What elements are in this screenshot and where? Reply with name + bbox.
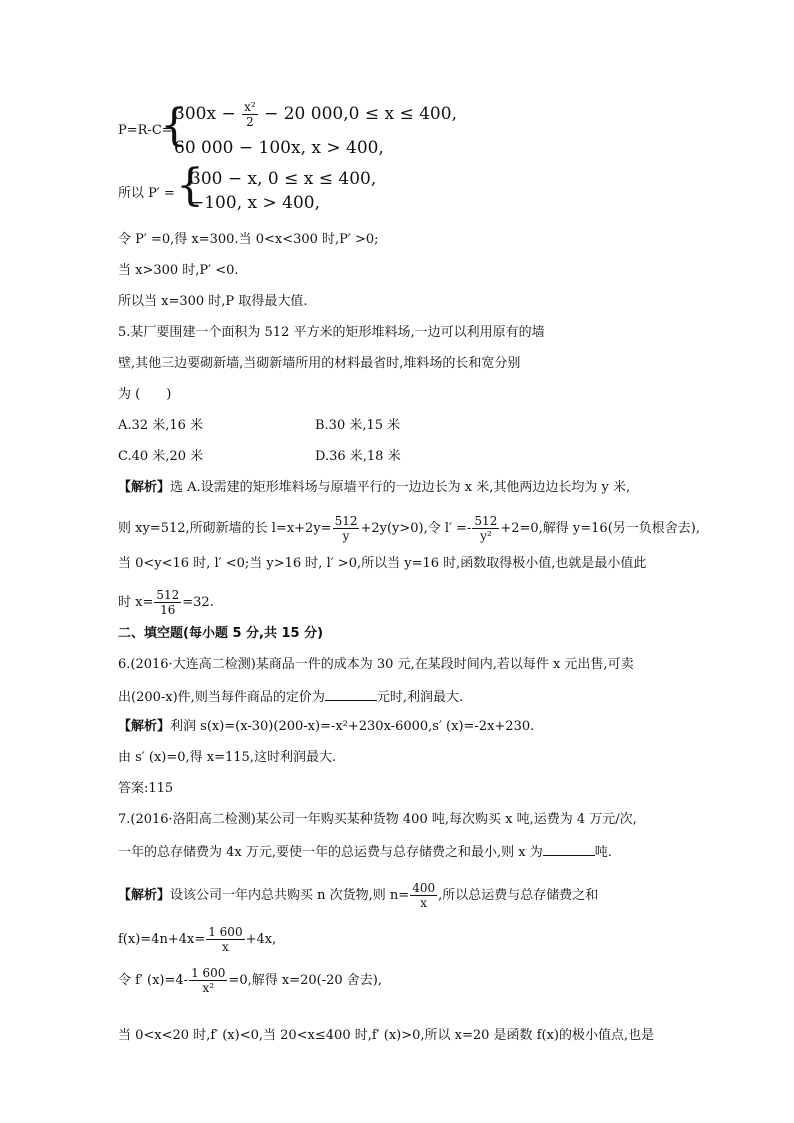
q7-solution-line [118,881,598,910]
q5-stem: 5.某厂要围建一个面积为 512 平方米的矩形堆料场,一边可以利用原有的墙 [118,325,545,340]
q5-solution-line [118,588,214,617]
q5-solution-line [118,514,700,543]
p-deriv-brace: { [176,160,204,211]
frac-denominator: x [410,895,437,910]
frac-numerator: 512 [156,588,180,602]
stem-text: 吨. [594,845,612,860]
solution-tag: 【解析】 [118,719,171,734]
solution-text: =0,解得 x=20(-20 舍去), [228,973,382,988]
q7-stem [118,843,612,861]
frac-numerator: 512 [474,514,498,528]
frac-denominator: 16 [154,602,181,617]
q5-stem: 为 ( ) [118,387,172,402]
fraction [189,966,227,995]
solution-text: 设该公司一年内总共购买 n 次货物,则 n= [170,888,410,903]
solution-text: 令 f′ (x)=4- [118,973,189,988]
solution-text: ,所以总运费与总存储费之和 [438,888,599,903]
fraction [333,514,360,543]
q6-solution-line [118,719,534,735]
solution-tag: 【解析】 [118,888,171,903]
p-deriv-label: 所以 P′ = [118,186,175,201]
solution-text: f(x)=4n+4x= [118,932,206,947]
frac-denominator: y [333,528,360,543]
frac-denominator: y² [472,528,499,543]
fraction [472,514,499,543]
solution-text: 则 xy=512,所砌新墙的长 l=x+2y= [118,521,332,536]
solution-text: =32. [182,595,214,610]
frac-denominator: x² [189,980,227,995]
frac-numerator: 1 600 [208,925,243,939]
q5-solution-line: 当 0<y<16 时, l′ <0;当 y>16 时, l′ >0,所以当 y=16 时,函数取得极小值,也就是最小值此 [118,556,647,571]
q5-option-d: D.36 米,18 米 [315,449,401,464]
solution-text: +2=0,解得 y=16(另一负根舍去), [500,521,700,536]
p-def-row1-pre: 300x − [174,104,242,124]
p-def-fraction [242,100,258,129]
q6-solution-line: 由 s′ (x)=0,得 x=115,这时利润最大. [118,750,337,765]
text-line: 当 x>300 时,P′ <0. [118,263,239,278]
stem-text: 元时,利润最大. [376,690,464,705]
frac-denominator: x [206,939,244,954]
p-def-case-1 [174,100,457,129]
p-deriv-case-1: 300 − x, 0 ≤ x ≤ 400, [190,169,377,189]
q6-answer: 答案:115 [118,781,174,796]
frac-numerator: 1 600 [191,966,226,980]
p-deriv-case-2: −100, x > 400, [190,193,320,213]
answer-blank [543,843,595,856]
q5-option-c: C.40 米,20 米 [118,449,204,464]
p-def-case-2: 60 000 − 100x, x > 400, [174,138,384,158]
solution-text: 利润 s(x)=(x-30)(200-x)=-x²+230x-6000,s′ (x)=-2x+230. [170,719,535,734]
frac-numerator: 400 [412,881,436,895]
solution-text: 选 A.设需建的矩形堆料场与原墙平行的一边边长为 x 米,其他两边边长均为 y 米, [170,480,631,495]
q5-option-b: B.30 米,15 米 [315,418,401,433]
frac-numerator: 512 [334,514,358,528]
solution-text: +4x, [245,932,277,947]
q7-solution-line: 当 0<x<20 时,f′ (x)<0,当 20<x≤400 时,f′ (x)>0,所以 x=20 是函数 f(x)的极小值点,也是 [118,1028,655,1043]
q5-option-a: A.32 米,16 米 [118,418,204,433]
q7-stem: 7.(2016·洛阳高二检测)某公司一年购买某种货物 400 吨,每次购买 x 吨,运费为 4 万元/次, [118,812,637,827]
solution-tag: 【解析】 [118,480,171,495]
fraction [154,588,181,617]
p-def-label: P=R-C= [118,123,173,138]
frac-numerator: x² [244,100,256,114]
frac-denominator: 2 [242,114,258,129]
fraction [410,881,437,910]
q5-solution-line [118,480,630,496]
p-def-brace: { [160,100,188,151]
text-line: 所以当 x=300 时,P 取得最大值. [118,294,308,309]
q6-stem: 6.(2016·大连高二检测)某商品一件的成本为 30 元,在某段时间内,若以每件 x 元出售,可卖 [118,657,634,672]
stem-text: 一年的总存储费为 4x 万元,要使一年的总运费与总存储费之和最小,则 x 为 [118,845,543,860]
solution-text: 时 x= [118,595,154,610]
q7-solution-line [118,966,382,995]
p-def-row1-post: − 20 000,0 ≤ x ≤ 400, [258,104,457,124]
answer-blank [325,688,377,701]
solution-text: +2y(y>0),令 l′ =- [360,521,472,536]
q6-stem [118,688,463,706]
stem-text: 出(200-x)件,则当每件商品的定价为 [118,690,325,705]
fraction [206,925,244,954]
text-line: 令 P′ =0,得 x=300.当 0<x<300 时,P′ >0; [118,232,379,247]
q7-solution-line [118,925,276,954]
section-heading: 二、填空题(每小题 5 分,共 15 分) [118,626,324,641]
q5-stem: 壁,其他三边要砌新墙,当砌新墙所用的材料最省时,堆料场的长和宽分别 [118,356,521,371]
